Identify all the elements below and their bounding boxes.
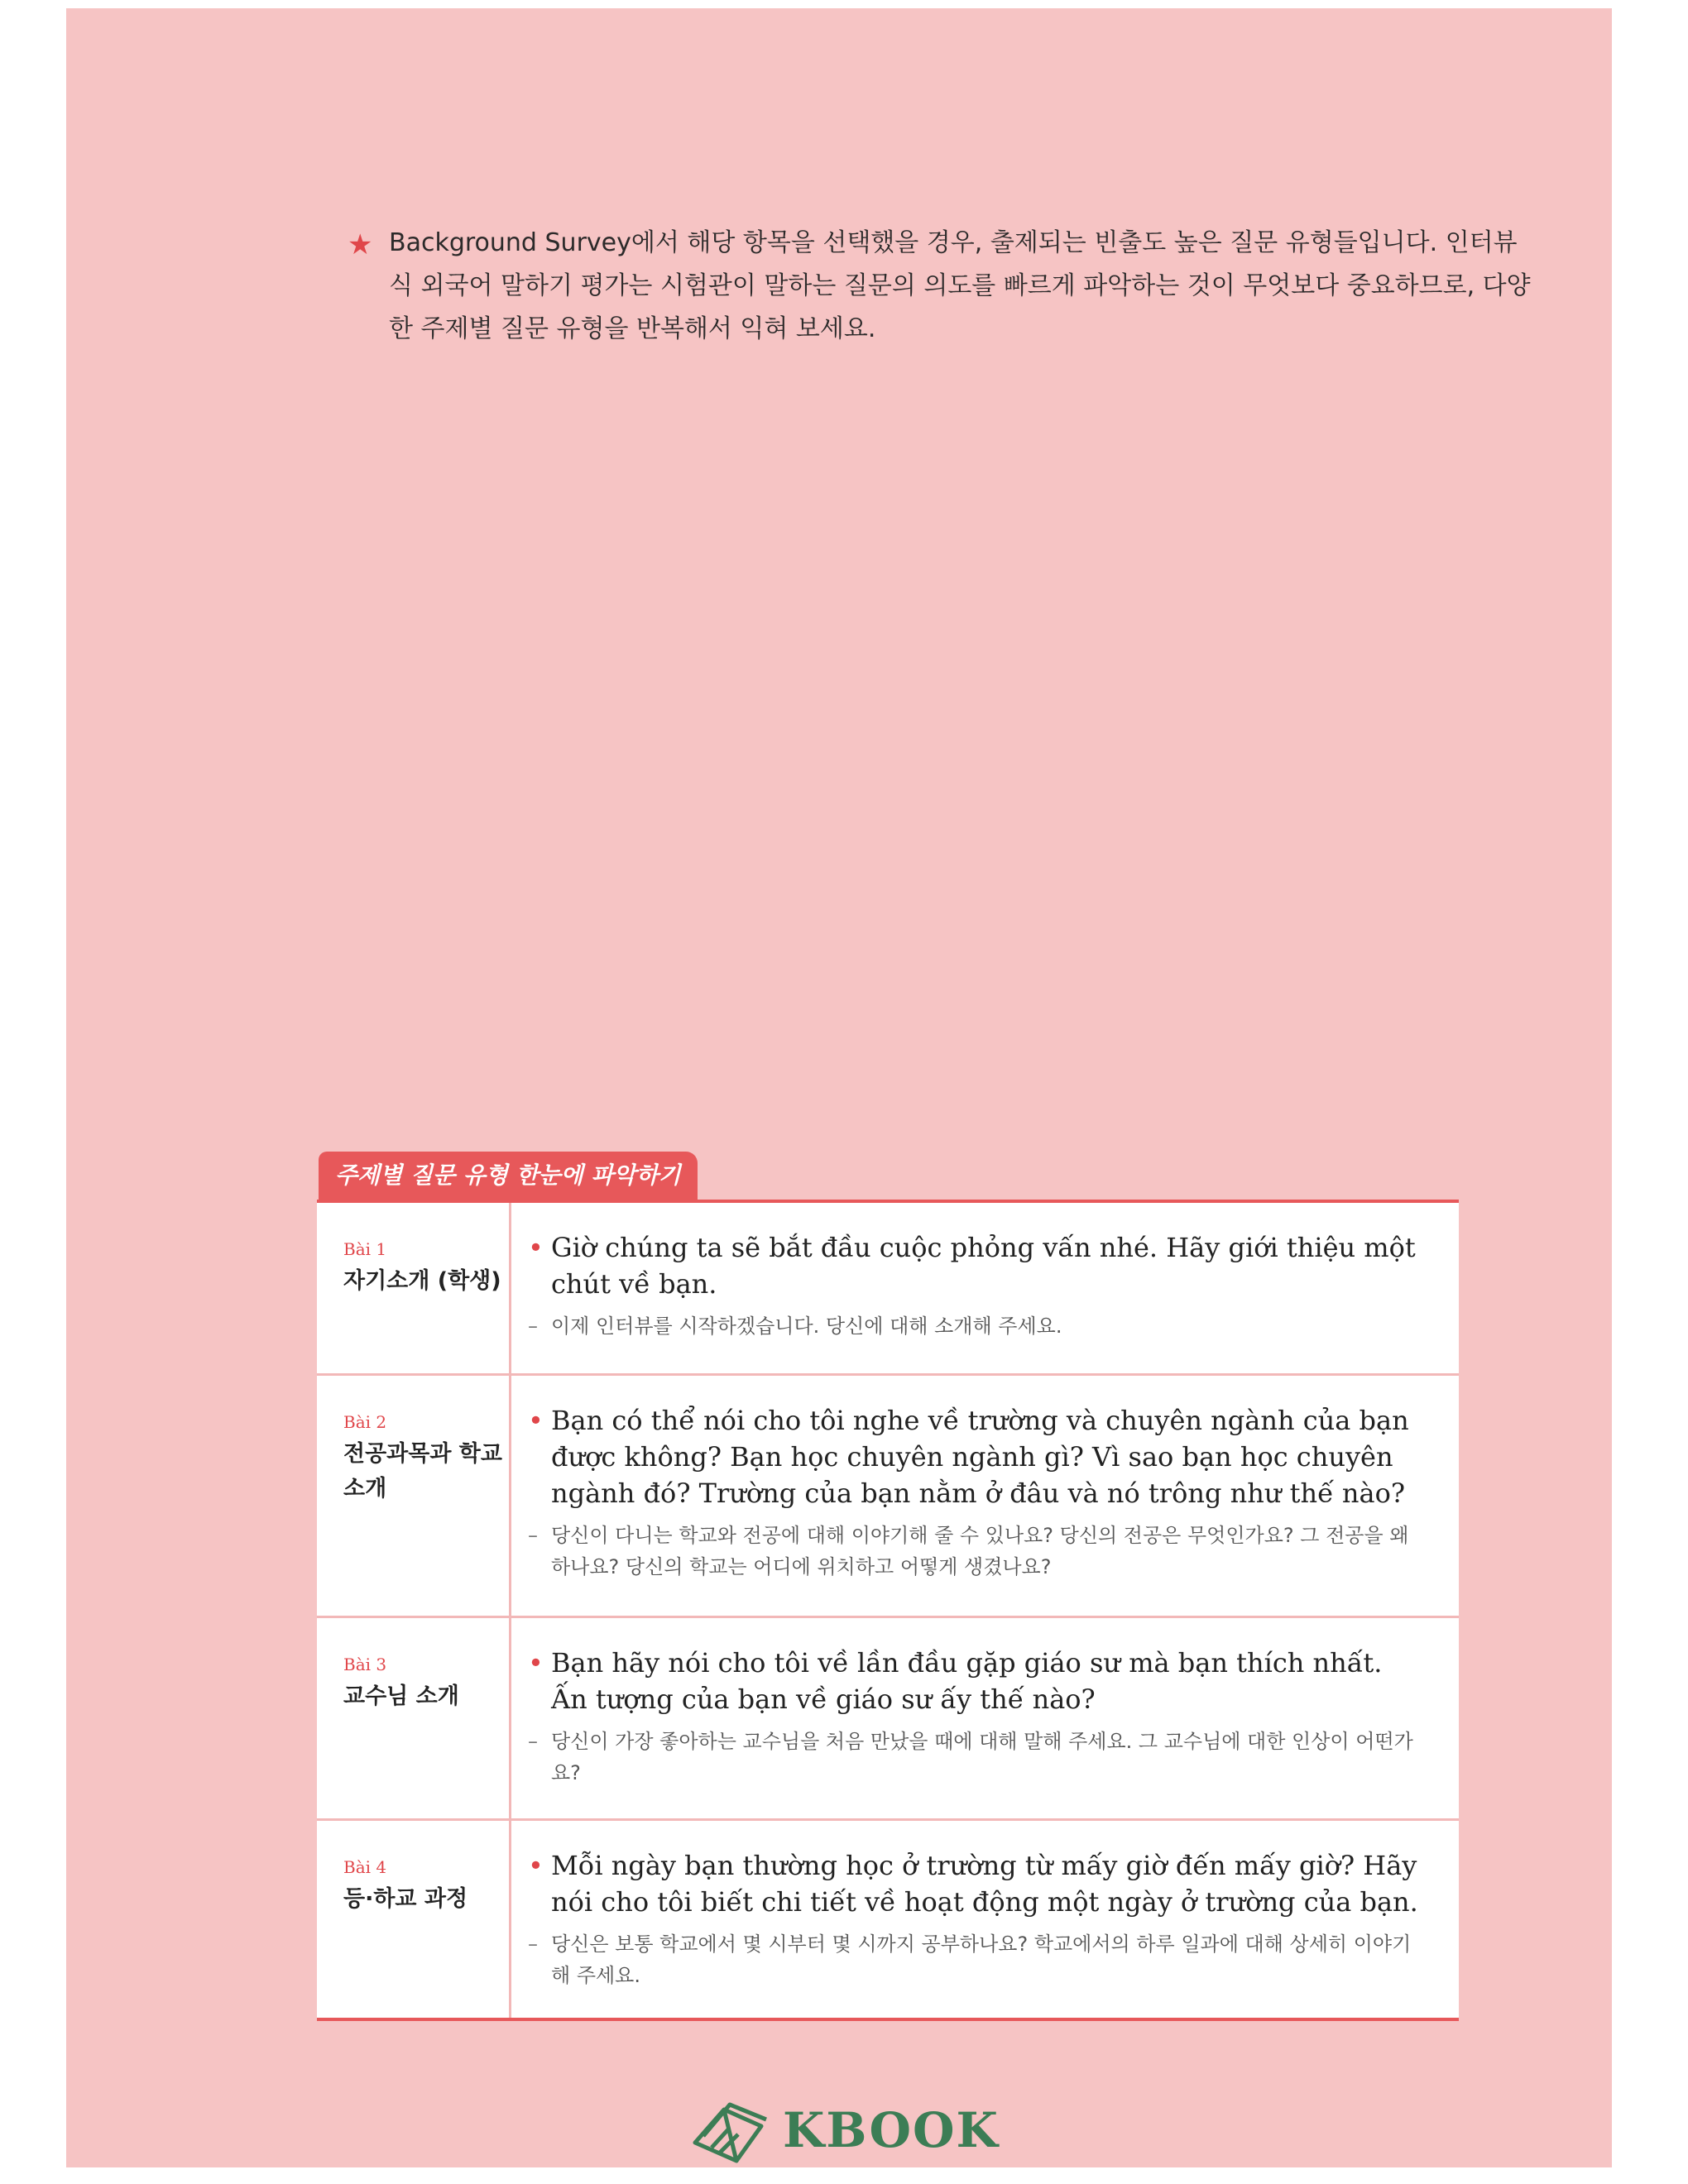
lesson-topic: 등·하교 과정 (343, 1886, 468, 1912)
row-header (317, 1821, 511, 2018)
question-korean: – 당신이 가장 좋아하는 교수님을 처음 만났을 때에 대해 말해 주세요. 그 교수님에 대한 인상이 어떤가요? (528, 1726, 1426, 1789)
lesson-topic: 전공과목과 학교 소개 (343, 1441, 502, 1502)
lesson-topic: 교수님 소개 (343, 1684, 459, 1709)
lesson-number: Bài 1 (343, 1239, 387, 1259)
question-table (317, 1200, 1459, 2021)
book-icon (687, 2093, 778, 2167)
row-content (511, 1203, 1459, 1373)
logo-text: KBOOK (783, 2102, 1000, 2158)
question-vietnamese: • Mỗi ngày bạn thường học ở trường từ mấy giờ đến mấy giờ? Hãy nói cho tôi biết chi tiết về hoạt động một ngày ở trường của bạn. (528, 1847, 1426, 1920)
table-row (317, 1203, 1459, 1376)
row-content (511, 1618, 1459, 1818)
row-header (317, 1203, 511, 1373)
row-header (317, 1618, 511, 1818)
question-korean: – 당신은 보통 학교에서 몇 시부터 몇 시까지 공부하나요? 학교에서의 하루 일과에 대해 상세히 이야기해 주세요. (528, 1928, 1426, 1991)
question-vietnamese: • Giờ chúng ta sẽ bắt đầu cuộc phỏng vấn nhé. Hãy giới thiệu một chút về bạn. (528, 1229, 1426, 1302)
row-content (511, 1821, 1459, 2018)
section-tab: 주제별 질문 유형 한눈에 파악하기 (319, 1152, 698, 1200)
kbook-logo (687, 2093, 1000, 2167)
table-row (317, 1376, 1459, 1618)
lesson-number: Bài 4 (343, 1857, 387, 1877)
table-row (317, 1618, 1459, 1821)
row-content (511, 1376, 1459, 1616)
table-row (317, 1821, 1459, 2018)
intro-paragraph: Background Survey에서 해당 항목을 선택했을 경우, 출제되는 빈출도 높은 질문 유형들입니다. 인터뷰식 외국어 말하기 평가는 시험관이 말하는 질문의 의도를 빠르게 파악하는 것이 무엇보다 중요하므로, 다양한 주제별 질문 유형을 반복해서 익혀 보세요. (389, 228, 1531, 343)
question-vietnamese: • Bạn có thể nói cho tôi nghe về trường và chuyên ngành của bạn được không? Bạn học chuyên ngành gì? Vì sao bạn học chuyên ngành đó? Trường của bạn nằm ở đâu và nó trông như thế nào? (528, 1402, 1426, 1511)
lesson-number: Bài 2 (343, 1412, 387, 1432)
question-korean: – 이제 인터뷰를 시작하겠습니다. 당신에 대해 소개해 주세요. (528, 1310, 1426, 1342)
row-header (317, 1376, 511, 1616)
lesson-number: Bài 3 (343, 1655, 387, 1674)
intro-text (348, 222, 1531, 351)
star-icon: ★ (348, 228, 373, 261)
question-korean: – 당신이 다니는 학교와 전공에 대해 이야기해 줄 수 있나요? 당신의 전공은 무엇인가요? 그 전공을 왜 하나요? 당신의 학교는 어디에 위치하고 어떻게 생겼나요? (528, 1520, 1426, 1583)
lesson-topic: 자기소개 (학생) (343, 1268, 501, 1294)
question-vietnamese: • Bạn hãy nói cho tôi về lần đầu gặp giáo sư mà bạn thích nhất. Ấn tượng của bạn về giáo sư ấy thế nào? (528, 1645, 1426, 1717)
